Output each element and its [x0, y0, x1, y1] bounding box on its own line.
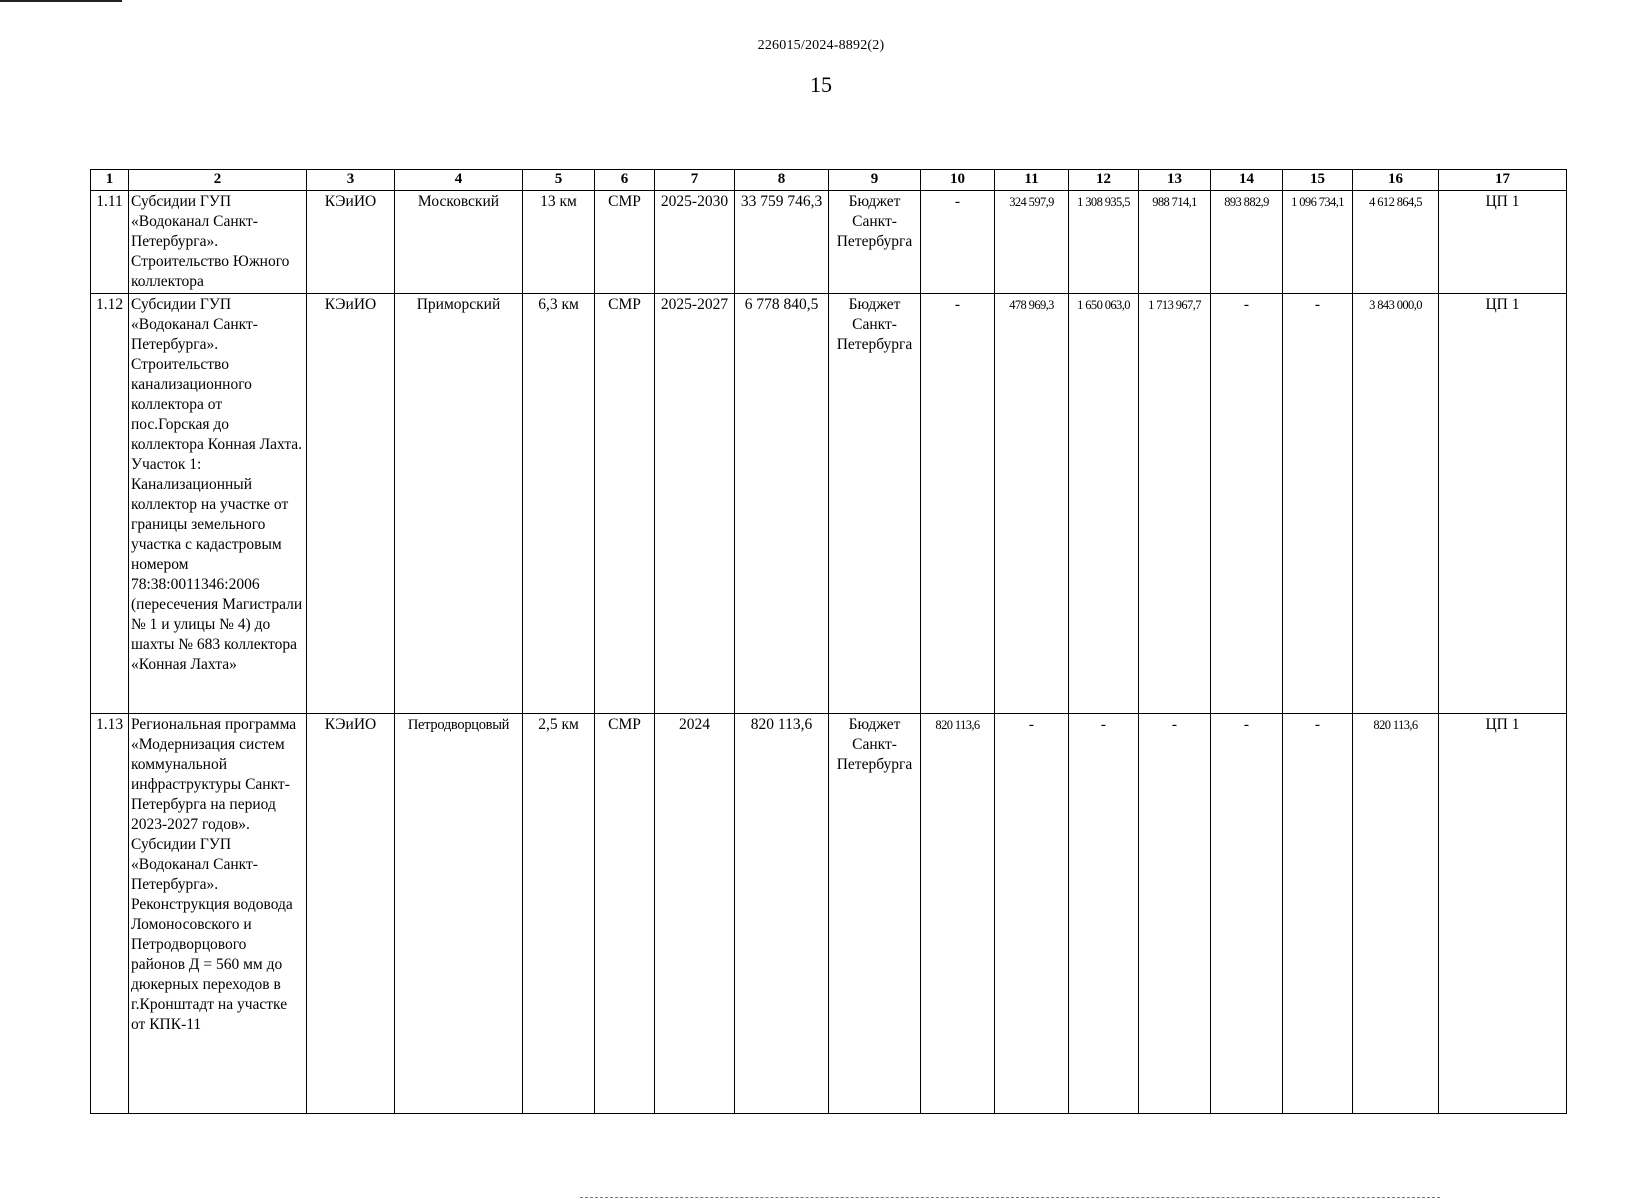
row-district: Московский [395, 191, 523, 294]
row-district: Петродворцовый [395, 714, 523, 1114]
col-header-7: 7 [655, 170, 735, 191]
row-program: ЦП 1 [1439, 714, 1567, 1114]
row-work-type: СМР [595, 191, 655, 294]
row-program: ЦП 1 [1439, 294, 1567, 714]
row-length: 6,3 км [523, 294, 595, 714]
row-year-2028: - [1211, 294, 1283, 714]
col-header-9: 9 [829, 170, 921, 191]
row-year-2029: 1 096 734,1 [1283, 191, 1353, 294]
program-table [90, 169, 1567, 1114]
row-period: 2025-2030 [655, 191, 735, 294]
scan-bottom-edge [580, 1197, 1440, 1199]
col-header-4: 4 [395, 170, 523, 191]
row-length: 2,5 км [523, 714, 595, 1114]
row-year-2026: - [1069, 714, 1139, 1114]
row-year-2026: 1 308 935,5 [1069, 191, 1139, 294]
row-year-2024: - [921, 294, 995, 714]
row-year-2029: - [1283, 714, 1353, 1114]
col-header-8: 8 [735, 170, 829, 191]
row-executor: КЭиИО [307, 191, 395, 294]
row-number: 1.13 [91, 714, 129, 1114]
row-description: Субсидии ГУП «Водоканал Санкт-Петербурга». Строительство канализационного коллектора от пос.Горская до коллектора Конная Лахта. Участок 1: Канализационный коллектор на участке от границы земельного участка с кадастровым номером 78:38:0011346:2006 (пересечения Магистрали № 1 и улицы № 4) до шахты № 683 коллектора «Конная Лахта» [129, 294, 307, 714]
row-year-2027: 988 714,1 [1139, 191, 1211, 294]
row-year-2028: - [1211, 714, 1283, 1114]
header-row [91, 170, 1567, 191]
row-program: ЦП 1 [1439, 191, 1567, 294]
row-year-2027: 1 713 967,7 [1139, 294, 1211, 714]
row-total-cost: 820 113,6 [735, 714, 829, 1114]
row-source: Бюджет Санкт-Петербурга [829, 714, 921, 1114]
row-period: 2024 [655, 714, 735, 1114]
row-year-2025: 324 597,9 [995, 191, 1069, 294]
table-row [91, 294, 1567, 714]
col-header-5: 5 [523, 170, 595, 191]
row-year-2028: 893 882,9 [1211, 191, 1283, 294]
scan-edge-mark [0, 0, 122, 2]
col-header-15: 15 [1283, 170, 1353, 191]
row-year-2026: 1 650 063,0 [1069, 294, 1139, 714]
row-number: 1.11 [91, 191, 129, 294]
col-header-3: 3 [307, 170, 395, 191]
row-year-2027: - [1139, 714, 1211, 1114]
row-total: 4 612 864,5 [1353, 191, 1439, 294]
row-source: Бюджет Санкт-Петербурга [829, 294, 921, 714]
row-total: 3 843 000,0 [1353, 294, 1439, 714]
col-header-16: 16 [1353, 170, 1439, 191]
row-executor: КЭиИО [307, 294, 395, 714]
col-header-13: 13 [1139, 170, 1211, 191]
row-description: Субсидии ГУП «Водоканал Санкт-Петербурга». Строительство Южного коллектора [129, 191, 307, 294]
page-number: 15 [810, 72, 832, 97]
row-description: Региональная программа «Модернизация систем коммунальной инфраструктуры Санкт-Петербурга на период 2023-2027 годов». Субсидии ГУП «Водоканал Санкт-Петербурга». Реконструкция водовода Ломоносовского и Петродворцового районов Д = 560 мм до дюкерных переходов в г.Кронштадт на участке от КПК-11 [129, 714, 307, 1114]
row-year-2025: - [995, 714, 1069, 1114]
col-header-12: 12 [1069, 170, 1139, 191]
row-number: 1.12 [91, 294, 129, 714]
row-work-type: СМР [595, 714, 655, 1114]
row-total-cost: 6 778 840,5 [735, 294, 829, 714]
row-total-cost: 33 759 746,3 [735, 191, 829, 294]
table-row [91, 191, 1567, 294]
col-header-10: 10 [921, 170, 995, 191]
row-executor: КЭиИО [307, 714, 395, 1114]
row-work-type: СМР [595, 294, 655, 714]
row-year-2024: - [921, 191, 995, 294]
col-header-6: 6 [595, 170, 655, 191]
row-district: Приморский [395, 294, 523, 714]
col-header-2: 2 [129, 170, 307, 191]
row-period: 2025-2027 [655, 294, 735, 714]
row-year-2029: - [1283, 294, 1353, 714]
table-row [91, 714, 1567, 1114]
row-year-2025: 478 969,3 [995, 294, 1069, 714]
row-total: 820 113,6 [1353, 714, 1439, 1114]
col-header-11: 11 [995, 170, 1069, 191]
row-length: 13 км [523, 191, 595, 294]
document-reg-number: 226015/2024-8892(2) [757, 38, 885, 53]
row-year-2024: 820 113,6 [921, 714, 995, 1114]
col-header-17: 17 [1439, 170, 1567, 191]
col-header-1: 1 [91, 170, 129, 191]
row-source: Бюджет Санкт-Петербурга [829, 191, 921, 294]
col-header-14: 14 [1211, 170, 1283, 191]
